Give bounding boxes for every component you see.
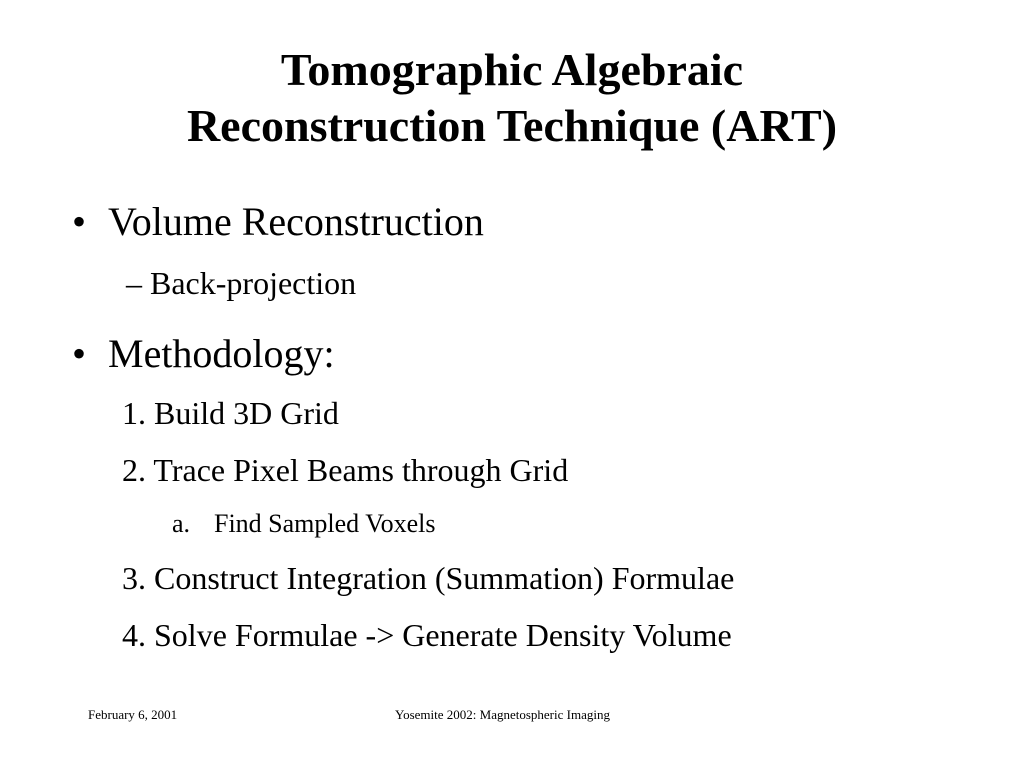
bullet-volume-reconstruction bbox=[72, 198, 672, 246]
bullet-methodology bbox=[72, 330, 672, 378]
slide-title bbox=[0, 42, 1024, 154]
bullet-text: Volume Reconstruction bbox=[108, 199, 484, 244]
step-2a bbox=[172, 508, 572, 540]
title-line-2: Reconstruction Technique (ART) bbox=[186, 100, 838, 151]
sub-item-back-projection: – Back-projection bbox=[126, 265, 357, 301]
step-3: 3. Construct Integration (Summation) Formulae bbox=[122, 560, 735, 596]
footer-event: Yosemite 2002: Magnetospheric Imaging bbox=[395, 707, 610, 722]
bullet-dot: • bbox=[72, 331, 87, 376]
footer-date: February 6, 2001 bbox=[88, 707, 178, 722]
step-4: 4. Solve Formulae -> Generate Density Volume bbox=[122, 617, 732, 653]
step-2: 2. Trace Pixel Beams through Grid bbox=[122, 452, 569, 488]
step-2a-marker: a. bbox=[172, 509, 191, 538]
bullet-text: Methodology: bbox=[108, 331, 335, 376]
title-line-1: Tomographic Algebraic bbox=[280, 44, 744, 95]
bullet-dot: • bbox=[72, 199, 87, 244]
step-1: 1. Build 3D Grid bbox=[122, 395, 339, 431]
step-2a-text: Find Sampled Voxels bbox=[214, 509, 436, 538]
